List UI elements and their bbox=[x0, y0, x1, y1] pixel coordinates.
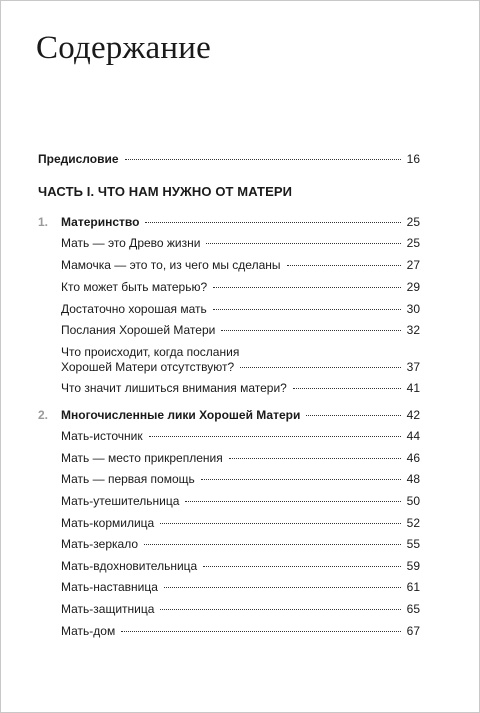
chapter-number: 2. bbox=[38, 408, 49, 422]
toc-entry-page: 16 bbox=[406, 152, 420, 166]
toc-entry[interactable] bbox=[61, 580, 420, 595]
dot-leader bbox=[229, 458, 401, 459]
toc-entry-label: Мать — первая помощь bbox=[61, 472, 195, 486]
dot-leader bbox=[240, 367, 400, 368]
toc-entry-label: Материнство bbox=[61, 215, 140, 229]
dot-leader bbox=[203, 566, 400, 567]
toc-entry[interactable] bbox=[61, 624, 420, 639]
dot-leader bbox=[206, 243, 400, 244]
chapter-number: 1. bbox=[38, 215, 49, 229]
toc-entry-page: 27 bbox=[406, 258, 420, 272]
toc-entry[interactable] bbox=[61, 451, 420, 466]
toc-entry[interactable] bbox=[61, 472, 420, 487]
toc-entry-page: 50 bbox=[406, 494, 420, 508]
toc-entry[interactable] bbox=[61, 429, 420, 444]
toc-entry[interactable] bbox=[61, 258, 420, 273]
toc-entry[interactable] bbox=[61, 360, 420, 375]
dot-leader bbox=[306, 415, 400, 416]
toc-entry-label: Предисловие bbox=[38, 152, 119, 166]
toc-entry[interactable] bbox=[61, 236, 420, 251]
toc-entry[interactable] bbox=[61, 494, 420, 509]
toc-entry-label: Кто может быть матерью? bbox=[61, 280, 208, 294]
dot-leader bbox=[221, 330, 400, 331]
dot-leader bbox=[160, 523, 400, 524]
toc-entry-page: 25 bbox=[406, 236, 420, 250]
toc-entry-page: 67 bbox=[406, 624, 420, 638]
dot-leader bbox=[145, 222, 400, 223]
dot-leader bbox=[213, 309, 401, 310]
toc-entry-label: Мать-источник bbox=[61, 429, 143, 443]
toc-entry[interactable] bbox=[61, 559, 420, 574]
toc-entry-label: Что значит лишиться внимания матери? bbox=[61, 381, 287, 395]
toc-chapter-1[interactable] bbox=[61, 215, 420, 230]
toc-entry-label-line1: Что происходит, когда послания bbox=[61, 345, 240, 359]
page-title: Содержание bbox=[36, 30, 211, 66]
toc-entry-page: 41 bbox=[406, 381, 420, 395]
toc-entry-label: Мать-защитница bbox=[61, 602, 155, 616]
toc-entry-page: 52 bbox=[406, 516, 420, 530]
toc-entry[interactable] bbox=[61, 381, 420, 396]
toc-entry-label: Мать-вдохновительница bbox=[61, 559, 198, 573]
dot-leader bbox=[144, 544, 401, 545]
dot-leader bbox=[185, 501, 400, 502]
dot-leader bbox=[121, 631, 400, 632]
dot-leader bbox=[287, 265, 401, 266]
toc-entry[interactable] bbox=[61, 323, 420, 338]
toc-entry-label: Мать — это Древо жизни bbox=[61, 236, 201, 250]
toc-entry-page: 59 bbox=[406, 559, 420, 573]
toc-entry-page: 42 bbox=[406, 408, 420, 422]
toc-entry-page: 29 bbox=[406, 280, 420, 294]
toc-entry[interactable] bbox=[61, 537, 420, 552]
toc-entry-page: 25 bbox=[406, 215, 420, 229]
toc-entry-label: Достаточно хорошая мать bbox=[61, 302, 207, 316]
toc-entry-label: Мать-зеркало bbox=[61, 537, 138, 551]
dot-leader bbox=[160, 609, 400, 610]
toc-entry-label: Мать-утешительница bbox=[61, 494, 180, 508]
toc-entry[interactable] bbox=[61, 516, 420, 531]
dot-leader bbox=[293, 388, 401, 389]
dot-leader bbox=[149, 436, 401, 437]
dot-leader bbox=[125, 159, 401, 160]
toc-entry-page: 55 bbox=[406, 537, 420, 551]
toc-entry-page: 32 bbox=[406, 323, 420, 337]
toc-entry-label: Мать-наставница bbox=[61, 580, 158, 594]
part-heading: ЧАСТЬ I. ЧТО НАМ НУЖНО ОТ МАТЕРИ bbox=[38, 184, 293, 199]
toc-entry-label: Мать-дом bbox=[61, 624, 116, 638]
dot-leader bbox=[201, 479, 401, 480]
toc-entry-label-line2: Хорошей Матери отсутствуют? bbox=[61, 360, 235, 374]
toc-entry-page: 61 bbox=[406, 580, 420, 594]
toc-entry[interactable] bbox=[61, 302, 420, 317]
toc-entry-preface[interactable] bbox=[38, 152, 420, 167]
toc-entry[interactable] bbox=[61, 280, 420, 295]
dot-leader bbox=[213, 287, 400, 288]
toc-chapter-2[interactable] bbox=[61, 408, 420, 423]
toc-entry[interactable] bbox=[61, 602, 420, 617]
toc-entry-label: Мамочка — это то, из чего мы сделаны bbox=[61, 258, 281, 272]
toc-entry-page: 48 bbox=[406, 472, 420, 486]
toc-entry-label: Послания Хорошей Матери bbox=[61, 323, 216, 337]
toc-entry-page: 46 bbox=[406, 451, 420, 465]
toc-entry-label: Мать-кормилица bbox=[61, 516, 155, 530]
toc-entry-label: Мать — место прикрепления bbox=[61, 451, 223, 465]
toc-entry-page: 65 bbox=[406, 602, 420, 616]
toc-entry-page: 44 bbox=[406, 429, 420, 443]
dot-leader bbox=[164, 587, 401, 588]
toc-entry-page: 30 bbox=[406, 302, 420, 316]
toc-entry-page: 37 bbox=[406, 360, 420, 374]
toc-entry-label: Многочисленные лики Хорошей Матери bbox=[61, 408, 301, 422]
